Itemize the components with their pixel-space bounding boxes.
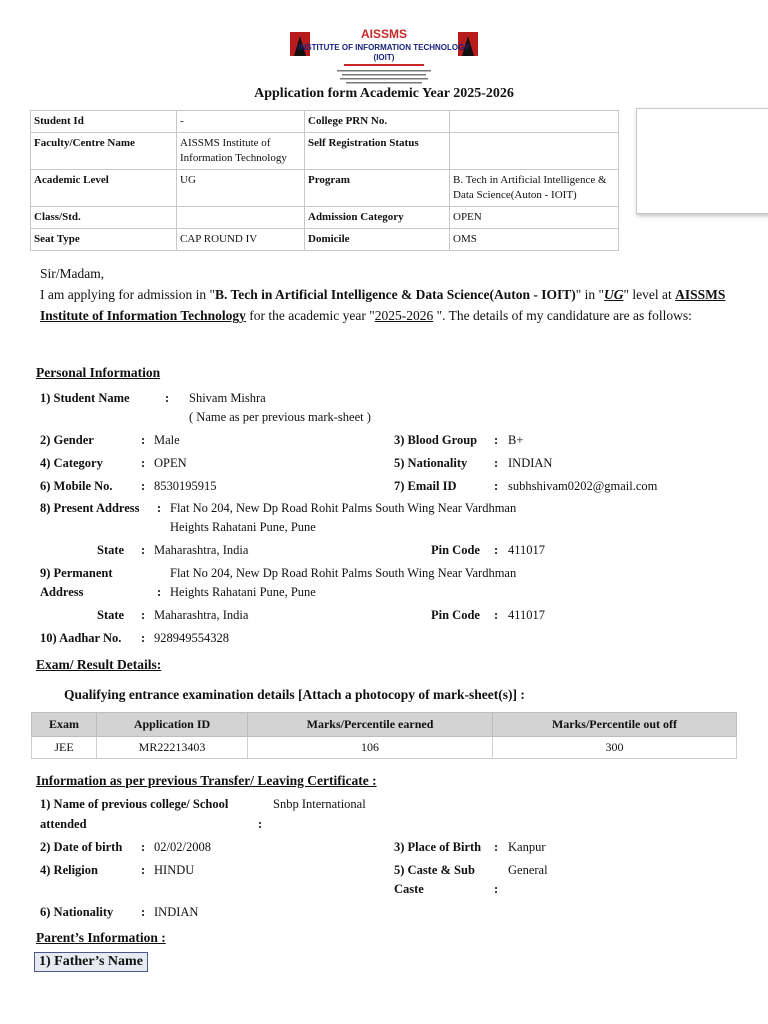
mobile-label: 6) Mobile No. [40,479,113,493]
faculty-label: Faculty/Centre Name [31,133,177,170]
marks-out-of-col-header: Marks/Percentile out off [493,713,737,737]
logo-brand: AISSMS [360,27,408,41]
application-id-col-header: Application ID [97,713,248,737]
colon: : [157,585,162,599]
present-address-label: 8) Present Address [40,501,140,515]
domicile-value: OMS [450,229,619,251]
blood-label: 3) Blood Group [394,433,478,447]
tc-nationality-value: INDIAN [154,905,199,919]
letter-text-3: " level at [623,287,672,302]
tc-nationality-label: 6) Nationality [40,905,114,919]
permanent-address-label-2: Address [40,585,84,599]
letter-body [40,284,730,326]
student-name-value: Shivam Mishra [189,391,266,405]
permanent-address-line1: Flat No 204, New Dp Road Rohit Palms South Wing Near Vardhman [170,566,517,580]
selfreg-value [450,133,619,170]
colon: : [494,543,499,557]
dob-value: 02/02/2008 [154,840,211,854]
logo-graphic [282,26,486,88]
colon: : [494,608,499,622]
level-value: UG [177,170,305,207]
institute-logo [282,26,486,88]
prn-value [450,111,619,133]
student-name-label: 1) Student Name [40,391,130,405]
form-title: Application form Academic Year 2025-2026 [254,86,514,101]
college-label-2: attended [40,817,87,831]
pin-label: Pin Code [431,543,480,557]
colon: : [141,456,146,470]
college-label-1: 1) Name of previous college/ School [40,797,229,811]
program-value: B. Tech in Artificial Intelligence & Data Science(Auton - IOIT) [450,170,619,207]
nationality-label: 5) Nationality [394,456,468,470]
state-label: State [97,543,125,557]
marks-earned-col-header: Marks/Percentile earned [248,713,493,737]
domicile-label: Domicile [305,229,450,251]
colon: : [141,433,146,447]
letter-level: UG [604,287,624,302]
exam-cell: JEE [32,737,97,759]
pin-value: 411017 [508,543,546,557]
email-value: subhshivam0202@gmail.com [508,479,658,493]
seat-label: Seat Type [31,229,177,251]
perm-state-label: State [97,608,125,622]
letter-program: B. Tech in Artificial Intelligence & Data Science(Auton - IOIT) [215,287,576,302]
state-value: Maharashtra, India [154,543,249,557]
perm-state-value: Maharashtra, India [154,608,249,622]
level-label: Academic Level [31,170,177,207]
present-address-line1: Flat No 204, New Dp Road Rohit Palms South Wing Near Vardhman [170,501,517,515]
marks-out-of-cell: 300 [493,737,737,759]
category-label: 4) Category [40,456,103,470]
seat-value: CAP ROUND IV [177,229,305,251]
class-value [177,207,305,229]
prn-label: College PRN No. [305,111,450,133]
colon: : [258,817,263,831]
email-label: 7) Email ID [394,479,457,493]
salutation: Sir/Madam, [40,266,105,281]
perm-pin-label: Pin Code [431,608,480,622]
permanent-address-label-1: 9) Permanent [40,566,113,580]
colon: : [141,543,146,557]
colon: : [141,479,146,493]
category-value: OPEN [154,456,187,470]
adm-cat-label: Admission Category [305,207,450,229]
letter-year: 2025-2026 [374,308,434,323]
dob-label: 2) Date of birth [40,840,123,854]
exam-table [31,712,737,759]
aadhar-label: 10) Aadhar No. [40,631,122,645]
photo-box [636,108,768,214]
father-name-heading: 1) Father’s Name [34,952,148,972]
present-address-line2: Heights Rahatani Pune, Pune [170,520,316,534]
personal-heading: Personal Information [36,365,161,380]
college-value: Snbp International [273,797,366,811]
colon: : [494,882,499,896]
gender-value: Male [154,433,180,447]
colon: : [165,391,170,405]
faculty-value: AISSMS Institute of Information Technology [177,133,305,170]
cover-letter [40,263,730,326]
letter-text-5: ". The details of my candidature are as follows: [433,308,692,323]
tc-heading: Information as per previous Transfer/ Leaving Certificate : [36,773,377,788]
caste-label-1: 5) Caste & Sub [394,863,475,877]
perm-pin-value: 411017 [508,608,546,622]
caste-value: General [508,863,548,877]
name-note: ( Name as per previous mark-sheet ) [189,410,371,424]
exam-subheading: Qualifying entrance examination details [Attach a photocopy of mark-sheet(s)] : [64,687,525,702]
letter-text-1: I am applying for admission in " [40,287,215,302]
student-id-label: Student Id [31,111,177,133]
blood-value: B+ [508,433,524,447]
permanent-address-line2: Heights Rahatani Pune, Pune [170,585,316,599]
colon: : [494,840,499,854]
application-id-cell: MR22213403 [97,737,248,759]
gender-label: 2) Gender [40,433,94,447]
marks-earned-cell: 106 [248,737,493,759]
mobile-value: 8530195915 [154,479,217,493]
program-label: Program [305,170,450,207]
religion-value: HINDU [154,863,195,877]
colon: : [141,608,146,622]
letter-institute: AISSMS Institute of Information Technology [40,287,726,323]
table-row [32,737,737,759]
info-table [30,110,619,251]
aadhar-value: 928949554328 [154,631,229,645]
caste-label-2: Caste [394,882,424,896]
pob-label: 3) Place of Birth [394,840,482,854]
logo-abbr: (IOIT) [373,53,395,62]
selfreg-label: Self Registration Status [305,133,450,170]
colon: : [141,905,146,919]
colon: : [141,863,146,877]
class-label: Class/Std. [31,207,177,229]
religion-label: 4) Religion [40,863,98,877]
colon: : [494,479,499,493]
exam-heading: Exam/ Result Details: [36,657,162,672]
colon: : [141,631,146,645]
nationality-value: INDIAN [508,456,553,470]
parent-heading: Parent’s Information : [36,930,166,945]
colon: : [141,840,146,854]
logo-name: INSTITUTE OF INFORMATION TECHNOLOGY [298,43,470,52]
adm-cat-value: OPEN [450,207,619,229]
colon: : [157,501,162,515]
pob-value: Kanpur [508,840,546,854]
colon: : [494,433,499,447]
student-id-value: - [177,111,305,133]
exam-col-header: Exam [32,713,97,737]
letter-text-2: " in " [575,287,605,302]
colon: : [494,456,499,470]
letter-text-4: for the academic year " [245,308,375,323]
